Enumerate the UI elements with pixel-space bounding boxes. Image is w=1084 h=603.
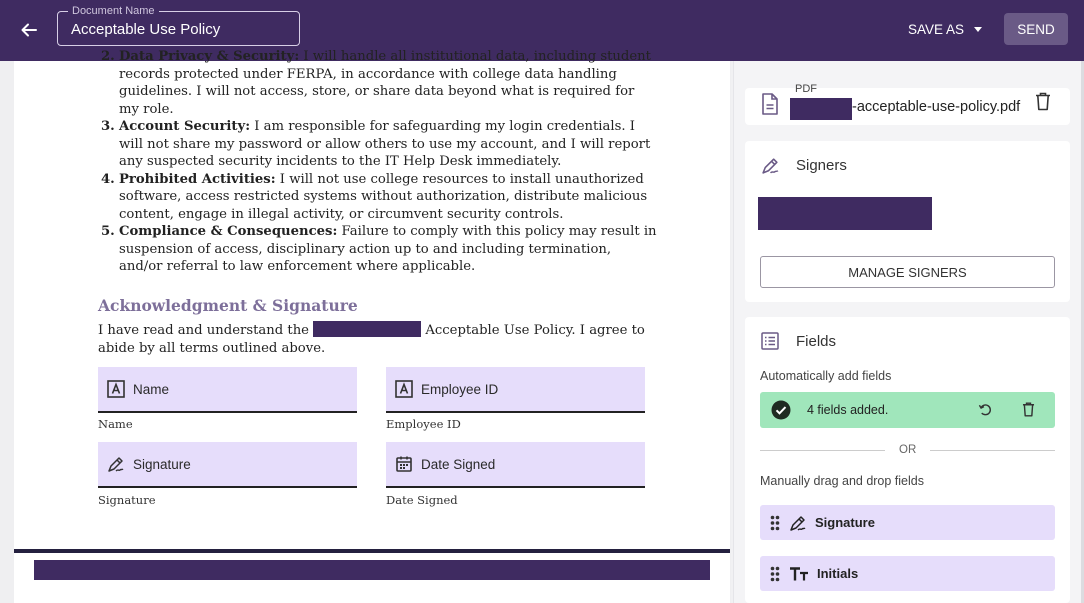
save-as-button[interactable] [900,13,996,45]
ack-text-before: I have read and understand the [98,323,314,338]
manual-add-label: Manually drag and drop fields [760,474,924,488]
name-field[interactable] [98,367,357,413]
auto-add-status [760,392,1055,428]
employee-id-field[interactable] [386,367,645,413]
field-label: Signature [133,456,191,472]
drag-field-initials[interactable] [760,556,1055,591]
redacted-content [34,560,710,580]
check-circle-icon [771,400,791,420]
policy-item-number: 3. [101,119,115,134]
date-signed-field[interactable] [386,442,645,488]
policy-item-text: I will not use college resources to install unauthorized software, access restricted systems without authorization, distribute malicious content, engage in illegal activity, or circumvent security controls. [119,171,648,222]
manage-signers-button[interactable]: MANAGE SIGNERS [760,256,1055,288]
policy-list [98,48,658,276]
redacted-signer [758,197,932,230]
policy-item-text: I will handle all institutional data, including student records protected under FERPA, in accordance with college data handling guidelines. I will not access, store, or share data beyond what is required for my role. [119,49,651,117]
auto-add-label: Automatically add fields [760,369,892,383]
policy-item-title: Prohibited Activities: [119,171,276,187]
policy-item-text: Failure to comply with this policy may result in suspension of access, disciplinary action up to and including termination, and/or referral to law enforcement where applicable. [119,224,657,274]
fields-card [745,317,1070,603]
policy-item-title: Account Security: [119,119,251,134]
signature-icon [789,514,807,532]
side-panel [733,61,1084,603]
caret-down-icon [974,27,982,32]
policy-item-title: Compliance & Consequences: [119,224,338,239]
back-arrow-icon [20,21,38,39]
divider [760,450,885,451]
signers-title: Signers [796,157,847,174]
save-as-label: SAVE AS [908,21,965,37]
calendar-icon [395,455,413,473]
trash-icon[interactable] [1035,92,1051,111]
name-caption: Name [98,417,133,431]
policy-item-text: I am responsible for safeguarding my login credentials. I will not share my password or allow others to use my account, and I will report any suspected security incidents to the IT Help Desk immediately. [119,119,651,169]
signature-icon [107,455,125,473]
policy-item-number: 4. [101,171,115,187]
pdf-filename: -acceptable-use-policy.pdf [852,99,1021,115]
refresh-icon[interactable] [978,402,993,417]
pdf-card [745,83,1070,125]
policy-item-number: 5. [101,224,115,239]
policy-item-number: 2. [101,49,115,64]
send-button[interactable]: SEND [1004,13,1068,45]
file-icon [761,93,779,115]
fields-title: Fields [796,333,837,350]
date-signed-caption: Date Signed [386,493,458,507]
text-size-icon [789,566,809,582]
document-name-input[interactable] [71,21,291,38]
signature-caption: Signature [98,493,156,507]
back-button[interactable] [16,17,42,43]
drag-field-label: Initials [817,566,859,581]
text-box-icon [395,380,413,398]
field-label: Name [133,381,170,397]
redacted-filename-prefix [790,98,852,120]
auto-add-status-text: 4 fields added. [807,403,889,417]
signature-icon [761,156,780,175]
field-label: Employee ID [421,381,499,397]
acknowledgment-text [98,321,658,357]
ack-text-after: Acceptable Use Policy. I agree to abide by all terms outlined above. [98,323,645,356]
drag-field-signature[interactable] [760,505,1055,540]
document-page [14,49,730,553]
drag-handle-icon[interactable] [770,566,780,582]
text-box-icon [107,380,125,398]
document-viewer[interactable] [0,49,731,603]
policy-item-title: Data Privacy & Security: [119,49,300,64]
policy-item [98,118,658,171]
drag-field-label: Signature [815,515,875,530]
document-name-field [57,5,300,46]
signers-card [745,141,1070,302]
policy-item [98,223,658,276]
policy-item [98,171,658,224]
employee-id-caption: Employee ID [386,417,461,431]
redacted-organization [313,321,421,337]
list-icon [761,332,779,350]
trash-icon[interactable] [1022,402,1035,417]
next-page-preview [14,553,730,603]
acknowledgment-heading: Acknowledgment & Signature [98,296,358,315]
or-label: OR [899,444,917,456]
divider [930,450,1055,451]
document-name-label: Document Name [68,4,159,18]
drag-handle-icon[interactable] [770,515,780,531]
signature-field[interactable] [98,442,357,488]
field-label: Date Signed [421,456,496,472]
pdf-type-label: PDF [795,83,817,95]
policy-item [98,48,658,118]
